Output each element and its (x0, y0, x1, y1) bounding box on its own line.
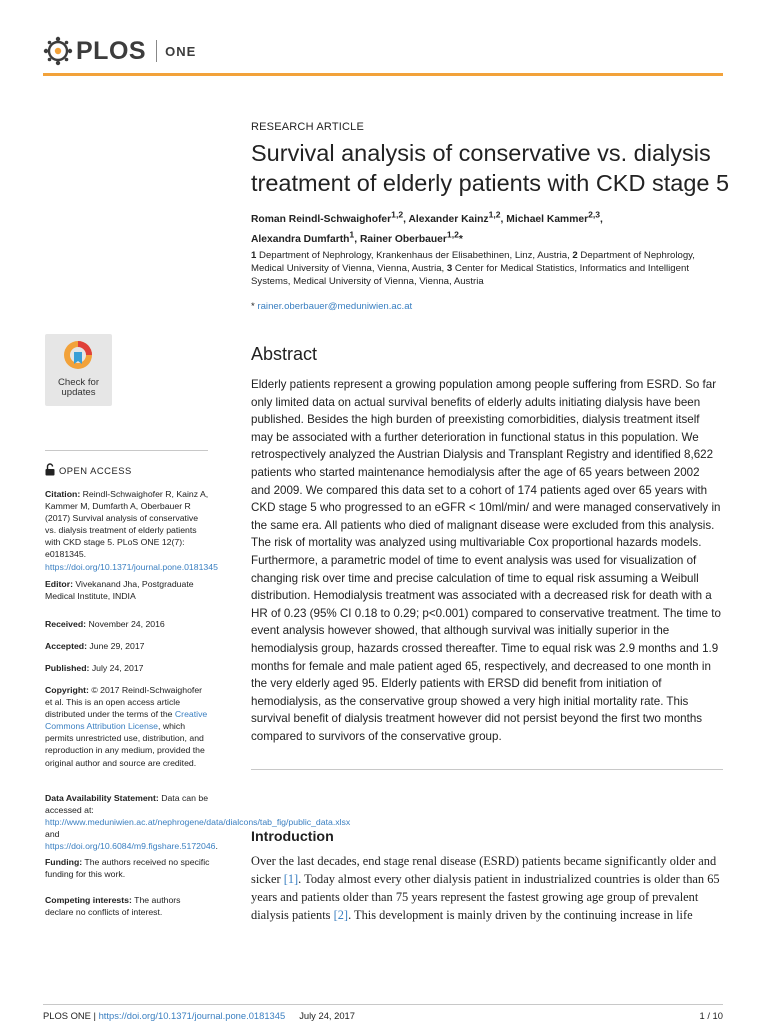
competing-interests-block: Competing interests: The authors declare no conflicts of interest. (45, 895, 181, 918)
accepted-date: Accepted: June 29, 2017 (45, 641, 145, 651)
author: Alexander Kainz$^{1,2}$, (408, 210, 507, 226)
corresponding-email: * rainer.oberbauer@meduniwien.ac.at (251, 301, 413, 312)
footer-doi-link[interactable]: https://doi.org/10.1371/journal.pone.0181345 (98, 1010, 286, 1021)
abstract-heading: Abstract (251, 344, 318, 364)
open-access-label: OPEN ACCESS (45, 463, 132, 478)
plos-one-logo (43, 34, 196, 68)
citation-block: Citation: Reindl-Schwaighofer R, Kainz A, Kammer M, Dumfarth A, Oberbauer R (2017) Survival analysis of conservative vs. dialysis treatment of elderly patients with CKD stage 5. PLoS ONE 12(7): e0181345. https://doi.org/10.1371/journal.pone.0181345 (45, 489, 218, 572)
citation-doi-link[interactable]: https://doi.org/10.1371/journal.pone.0181345 (45, 561, 218, 572)
author: Michael Kammer$^{2,3}$, (506, 210, 603, 226)
reference-link[interactable]: [1] (283, 872, 299, 886)
journal-name: ONE (165, 43, 197, 59)
data-availability-block: Data Availability Statement: Data can be accessed at: http://www.meduniwien.ac.at/nephrogene/data/dialcons/tab_fig/public_data.xlsx and https://doi.org/10.6084/m9.figshare.5172046. (45, 793, 351, 852)
abstract-divider (251, 769, 723, 770)
author-list (251, 208, 721, 247)
affiliations: 1 Department of Nephrology, Krankenhaus der Elisabethinen, Linz, Austria, 2 Department of Nephrology, Medical University of Vienna, Vienna, Austria, 3 Center for Medical Statistics, Informatics and Intelligent Systems, Medical University of Vienna, Vienna, Austria (251, 250, 695, 287)
email-link[interactable]: rainer.oberbauer@meduniwien.ac.at (257, 301, 413, 312)
author: Alexandra Dumfarth$^1$, (251, 229, 360, 245)
data-link[interactable]: http://www.meduniwien.ac.at/nephrogene/data/dialcons/tab_fig/public_data.xlsx (45, 817, 351, 828)
footer-rule (43, 1004, 723, 1005)
figshare-link[interactable]: https://doi.org/10.6084/m9.figshare.5172046 (45, 841, 216, 852)
published-date: Published: July 24, 2017 (45, 663, 144, 673)
license-link[interactable]: Creative Commons Attribution License (45, 709, 208, 732)
plos-logo-icon (43, 36, 73, 66)
page-number: 1 / 10 (699, 1010, 723, 1021)
logo-divider (156, 40, 157, 62)
check-for-label: Check for (57, 377, 100, 388)
received-date: Received: November 24, 2016 (45, 619, 165, 629)
article-title: Survival analysis of conservative vs. dialysis treatment of elderly patients with CKD stage 5 (251, 140, 730, 196)
author: Roman Reindl-Schwaighofer$^{1,2}$, (251, 210, 409, 226)
crossmark-icon (63, 340, 93, 370)
editor-block: Editor: Vivekanand Jha, Postgraduate Medical Institute, INDIA (45, 579, 194, 602)
footer-date: July 24, 2017 (299, 1010, 355, 1021)
funding-block: Funding: The authors received no specific funding for this work. (45, 857, 210, 880)
brand-name: PLOS (76, 36, 147, 65)
open-lock-icon (45, 463, 55, 478)
abstract-text: Elderly patients represent a growing population among people suffering from ESRD. So far only limited data on actual survival benefits of elderly adults initiating dialysis have been published. Besides the high burden of preexisting comorbidities, dialysis treatment itself may be associated with a further deterioration in functional status in this population. We retrospectively analyzed the Austrian Dialysis and Transplant Registry and identified 8,622 patients who started maintenance hemodialysis after the age of 65 years between 2002 and 2009. We compared this data set to a cohort of 174 patients aged over 65 years with CKD stage 5 who progressed to an eGFR < 10ml/min/ and were managed conservatively in the same era. All patients who died of malignant disease were excluded from this analysis. The risk of mortality was analyzed using multivariable Cox proportional hazards models. Furthermore, a parametric model of time to event analysis was used for visualization of changing risk over time and precise calculation of time to equal risk assuming a Weibull distribution. Hemodialysis treatment was associated with a decreased risk for death with a HR of 0.23 (95% CI 0.18 to 0.29; p<0.001) compared to conservative treatment. The time to event analysis however showed, that although survival was initially superior in the hemodialysis group, hazards crossed thereafter. Time to equal risk was 2.9 months and 1.9 months for female and male patient aged 65, respectively, and decreased to one month in the very elderly aged 95. Elderly patients with ERSD did benefit from initiation of hemodialysis, as the conservative group showed a very high initial mortality rate. This survival benefit of dialysis treatment however did not persist beyond the first two months compared to survivors of the conservative group. (251, 378, 721, 743)
sidebar-divider (45, 450, 208, 451)
footer-citation: PLOS ONE | https://doi.org/10.1371/journal.pone.0181345 July 24, 2017 (43, 1010, 355, 1021)
copyright-block: Copyright: © 2017 Reindl-Schwaighofer et al. This is an open access article distributed under the terms of the Creative Commons Attribution License, which permits unrestricted use, distribution, and reproduction in any medium, provided the original author and source are credited. (45, 685, 208, 768)
author: Rainer Oberbauer$^{1,2}$* (359, 229, 463, 245)
check-for-updates-badge[interactable] (45, 334, 112, 406)
article-type: RESEARCH ARTICLE (251, 121, 365, 133)
updates-label: updates (61, 387, 96, 398)
reference-link[interactable]: [2] (333, 908, 349, 922)
introduction-heading: Introduction (251, 829, 334, 845)
header-rule (43, 73, 723, 76)
introduction-text: Over the last decades, end stage renal disease (ESRD) patients became significantly older and sicker [1]. Today almost every other dialysis patient in industrialized countries is older than 65 years and patients older than 75 years represent the fastest growing age group of prevalent dialysis patients [2]. This development is mainly driven by the continuing increase in life (251, 854, 720, 922)
